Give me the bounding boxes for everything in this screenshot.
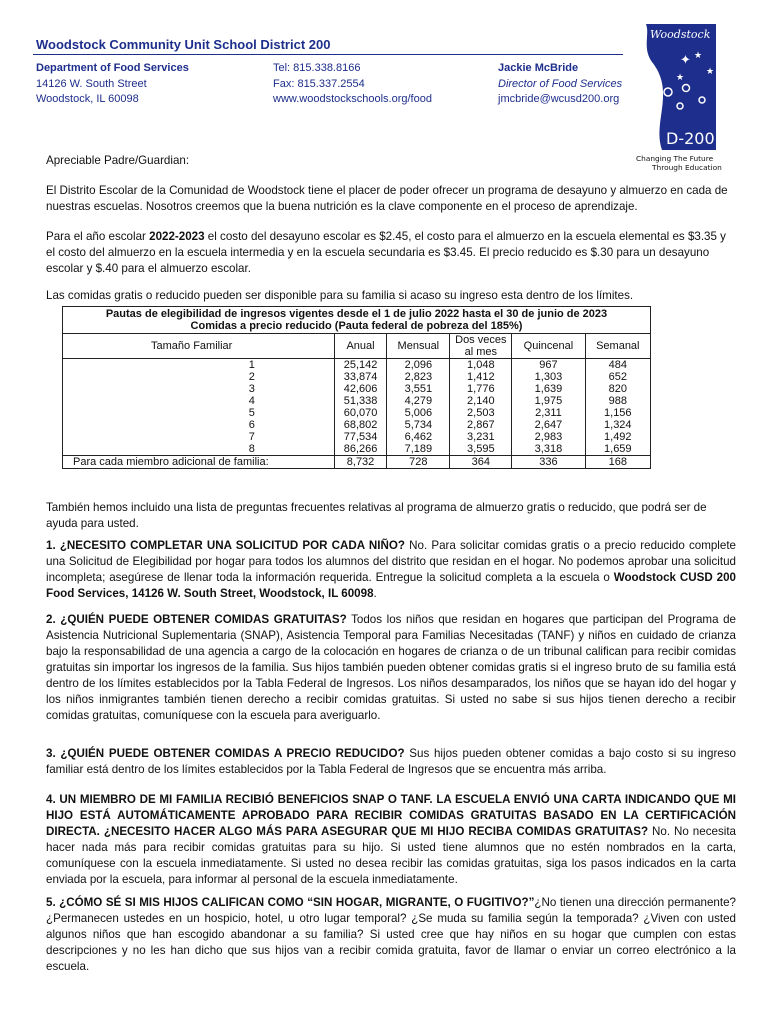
star-icon: ★ (694, 50, 703, 60)
table-row (63, 431, 651, 443)
table-row (63, 395, 651, 407)
table-cell: 1,975 (512, 395, 585, 407)
table-caption (63, 307, 651, 334)
table-cell: 967 (512, 359, 585, 372)
table-cell: 2,503 (450, 407, 512, 419)
city-address: Woodstock, IL 60098 (36, 93, 139, 105)
faq-intro: También hemos incluido una lista de preguntas frecuentes relativas al programa de almuerzo gratis o reducido, que podrá ser de ayuda para usted. (46, 501, 707, 530)
table-cell: 8,732 (334, 456, 387, 469)
table-cell: 168 (585, 456, 650, 469)
table-cell: 2,983 (512, 431, 585, 443)
table-cell: 1,324 (585, 419, 650, 431)
district-logo (622, 22, 722, 174)
table-cell: 3,318 (512, 443, 585, 456)
table-cell: 1,659 (585, 443, 650, 456)
department-address (36, 61, 189, 108)
table-cell: 25,142 (334, 359, 387, 372)
table-cell: 820 (585, 383, 650, 395)
family-size-cell: 3 (63, 383, 335, 395)
table-caption-line-2: Comidas a precio reducido (Pauta federal de pobreza del 185%) (190, 320, 523, 332)
director-contact (498, 61, 622, 108)
table-cell: 1,412 (450, 371, 512, 383)
table-cell: 1,639 (512, 383, 585, 395)
table-cell: 4,279 (387, 395, 450, 407)
table-cell: 336 (512, 456, 585, 469)
family-size-cell: 8 (63, 443, 335, 456)
table-caption-line-1: Pautas de elegibilidad de ingresos vigentes desde el 1 de julio 2022 hasta el 30 de junio de 2023 (105, 308, 608, 320)
department-name: Department of Food Services (36, 62, 189, 74)
faq-question-5 (46, 895, 736, 975)
street-address: 14126 W. South Street (36, 77, 147, 90)
star-icon: ★ (706, 66, 715, 76)
table-cell: 2,096 (387, 359, 450, 372)
family-size-cell: 7 (63, 431, 335, 443)
header-rule (33, 54, 623, 55)
table-cell: 652 (585, 371, 650, 383)
logo-tagline-2: Through Education (652, 163, 722, 172)
faq-question-3 (46, 746, 736, 778)
income-eligibility-table (62, 306, 651, 469)
phone-contact (273, 61, 432, 108)
table-cell: 1,776 (450, 383, 512, 395)
faq-question-3-body: Sus hijos pueden obtener comidas a bajo costo si su ingreso familiar está dentro de los límites establecidos por la Tabla Federal de Ingresos que se encuentra más arriba. (46, 747, 736, 776)
director-title: Director of Food Services (498, 77, 623, 90)
family-size-cell: 4 (63, 395, 335, 407)
table-cell: 3,595 (450, 443, 512, 456)
faq-question-4-body: No. No necesita hacer nada más para recibir comidas gratuitas para su hijo. Si usted tiene alumnos que no estén nombrados en la carta, comuníquese con la escuela inmediatamente. Si usted no desea recibir las comidas gratuitas, siga los pasos indicados en la carta enviada por la escuela, para informar al personal de la escuela inmediatamente. (46, 825, 736, 886)
income-rows (63, 359, 651, 456)
column-header-annual: Anual (334, 334, 387, 359)
website[interactable]: www.woodstockschools.org/food (273, 93, 432, 105)
director-email[interactable]: jmcbride@wcusd200.org (498, 93, 620, 105)
table-cell: 1,048 (450, 359, 512, 372)
table-row (63, 443, 651, 456)
school-year: 2022-2023 (149, 230, 205, 243)
family-size-cell: 6 (63, 419, 335, 431)
column-header-twice-monthly: Dos veces al mes (450, 334, 512, 359)
logo-tagline-1: Changing The Future (636, 154, 714, 163)
faq-question-1-body: No. Para solicitar comidas gratis o a precio reducido complete una Solicitud de Elegibilidad por hogar para todos los alumnos del distrito que residan en el hogar. No podemos aprobar una solicitud incompleta; asegúrese de llenar toda la información requerida. Entregue la solicitud completa a la escuela o (46, 539, 736, 584)
table-row (63, 359, 651, 372)
faq-question-4 (46, 792, 736, 888)
table-cell: 5,734 (387, 419, 450, 431)
table-cell: 728 (387, 456, 450, 469)
additional-member-label: Para cada miembro adicional de familia: (63, 456, 335, 469)
faq-question-5-body: ¿No tienen una dirección permanente? ¿Permanecen ustedes en un hospicio, hotel, u otro lugar temporal? ¿Se muda su familia según la temporada? ¿Viven con usted algunos niños que han escogido abandonar a su familia? Si usted cree que hay niños en su hogar que cumplen con estas descripciones y no les han dicho que sus hijos van a recibir comida gratuita, favor de llamar o enviar un correo electrónico a la escuela. (46, 896, 736, 973)
prices-text-a: Para el año escolar (46, 230, 150, 243)
family-size-cell: 2 (63, 371, 335, 383)
faq-question-1 (46, 538, 736, 602)
table-cell: 2,867 (450, 419, 512, 431)
table-cell: 7,189 (387, 443, 450, 456)
column-header-family-size: Tamaño Familiar (63, 334, 335, 359)
prices-paragraph (46, 229, 736, 277)
table-row (63, 383, 651, 395)
table-cell: 484 (585, 359, 650, 372)
table-cell: 1,156 (585, 407, 650, 419)
eligibility-paragraph: Las comidas gratis o reducido pueden ser disponible para su familia si acaso su ingreso esta dentro de los límites. (46, 289, 634, 302)
table-cell: 33,874 (334, 371, 387, 383)
table-cell: 988 (585, 395, 650, 407)
table-row (63, 407, 651, 419)
table-cell: 1,303 (512, 371, 585, 383)
faq-question-5-title: 5. ¿CÓMO SÉ SI MIS HIJOS CALIFICAN COMO “SIN HOGAR, MIGRANTE, O FUGITIVO?” (46, 896, 535, 909)
table-cell: 68,802 (334, 419, 387, 431)
table-cell: 2,140 (450, 395, 512, 407)
star-icon: ★ (676, 72, 685, 82)
column-header-weekly: Semanal (585, 334, 650, 359)
faq-question-2 (46, 612, 736, 724)
table-row (63, 371, 651, 383)
column-header-biweekly: Quincenal (512, 334, 585, 359)
table-cell: 6,462 (387, 431, 450, 443)
logo-top-text: Woodstock (650, 28, 711, 41)
district-title: Woodstock Community Unit School District 200 (36, 37, 331, 52)
telephone: Tel: 815.338.8166 (273, 62, 361, 74)
table-cell: 42,606 (334, 383, 387, 395)
intro-paragraph: El Distrito Escolar de la Comunidad de Woodstock tiene el placer de poder ofrecer un programa de desayuno y almuerzo en cada de nuestras escuelas. Nosotros creemos que la buena nutrición es la clave componente en el proceso de aprendizaje. (46, 184, 728, 213)
table-row (63, 419, 651, 431)
table-cell: 5,006 (387, 407, 450, 419)
faq-question-2-title: 2. ¿QUIÉN PUEDE OBTENER COMIDAS GRATUITAS? (46, 613, 347, 626)
table-cell: 1,492 (585, 431, 650, 443)
table-cell: 77,534 (334, 431, 387, 443)
logo-badge: D-200 (666, 129, 715, 148)
table-cell: 51,338 (334, 395, 387, 407)
greeting: Apreciable Padre/Guardian: (46, 154, 190, 167)
faq-question-1-address: Woodstock CUSD 200 Food Services, 14126 W. South Street, Woodstock, IL 60098 (46, 571, 736, 600)
table-cell: 3,551 (387, 383, 450, 395)
table-cell: 3,231 (450, 431, 512, 443)
table-cell: 2,311 (512, 407, 585, 419)
faq-question-1-title: 1. ¿NECESITO COMPLETAR UNA SOLICITUD POR CADA NIÑO? (46, 539, 405, 552)
faq-question-4-title: 4. UN MIEMBRO DE MI FAMILIA RECIBIÓ BENEFICIOS SNAP O TANF. LA ESCUELA ENVIÓ UNA CARTA INDICANDO QUE MI HIJO ESTÁ AUTOMÁTICAMENTE APROBADO PARA RECIBIR COMIDAS GRATUITAS BASADO EN LA CERTIFICACIÓN DIRECTA. ¿NECESITO HACER ALGO MÁS PARA ASEGURAR QUE MI HIJO RECIBA COMIDAS GRATUITAS? (46, 793, 736, 838)
faq-question-2-body: Todos los niños que residan en hogares que participan del Programa de Asistencia Nutricional Suplementaria (SNAP), Asistencia Temporal para Familias Necesitadas (TANF) y niños en cuidado de crianza bajo la responsabilidad de una agencia a cargo de la colocación en hogares de crianza o de un tribunal califican para recibir comidas gratuitas sin importar los ingresos de la familia. Sus hijos también pueden obtener comidas gratis si el ingreso bruto de su familia está dentro de los límites establecidos por la Tabla Federal de Ingresos. Los niños desamparados, los niños que se hayan ido del hogar y los niños inmigrantes también tienen derecho a recibir comidas gratuitas. Si usted no sabe si sus hijos tienen derecho a recibir comidas gratuitas, comuníquese con la escuela para averiguarlo. (46, 613, 736, 722)
faq-question-3-title: 3. ¿QUIÉN PUEDE OBTENER COMIDAS A PRECIO REDUCIDO? (46, 747, 405, 760)
star-icon: ✦ (680, 52, 691, 67)
prices-text-b: el costo del desayuno escolar es $2.45, el costo para el almuerzo en la escuela elemental es $3.35 y el costo del almuerzo en la escuela intermedia y en la escuela secundaria es $3.45. El precio reducido es $.30 para un desayuno escolar y $.40 para el almuerzo escolar. (46, 230, 726, 275)
column-header-monthly: Mensual (387, 334, 450, 359)
table-cell: 2,647 (512, 419, 585, 431)
table-cell: 364 (450, 456, 512, 469)
director-name: Jackie McBride (498, 62, 579, 74)
family-size-cell: 1 (63, 359, 335, 372)
table-cell: 2,823 (387, 371, 450, 383)
fax: Fax: 815.337.2554 (273, 77, 365, 90)
table-cell: 60,070 (334, 407, 387, 419)
table-cell: 86,266 (334, 443, 387, 456)
family-size-cell: 5 (63, 407, 335, 419)
faq-question-1-end: . (373, 587, 377, 600)
